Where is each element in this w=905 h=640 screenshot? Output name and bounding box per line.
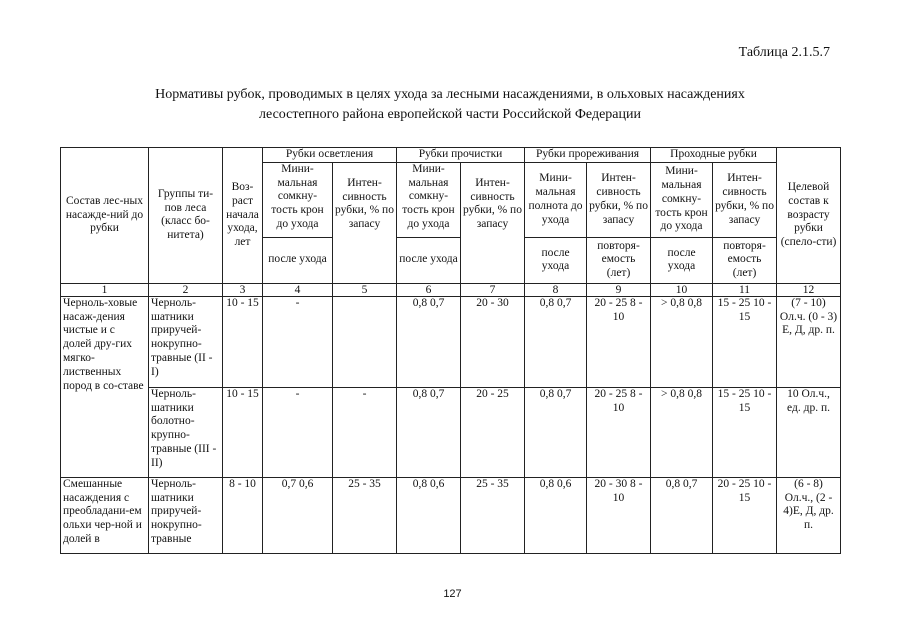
header-col9-intensivnost: Интен-сивность рубки, % по запасу [587,162,651,237]
table-row [61,296,841,387]
cell-c7: 20 - 25 [461,387,525,477]
table-row [61,387,841,477]
column-numbers-row [61,283,841,296]
cell-c9: 20 - 25 8 - 10 [587,296,651,387]
cell-c5 [333,296,397,387]
cell-c6: 0,8 0,7 [397,387,461,477]
col-number: 11 [713,283,777,296]
cell-start-age: 10 - 15 [223,387,263,477]
cell-target-composition: (6 - 8) Ол.ч., (2 - 4)Е, Д, др. п. [777,477,841,553]
col-number: 9 [587,283,651,296]
norms-table [60,147,841,554]
header-group-osvetleniya: Рубки осветления [263,148,397,163]
col-number: 4 [263,283,333,296]
col-number: 6 [397,283,461,296]
header-col4-min-somknutost: Мини-мальная сомкну-тость крон до ухода [263,162,333,237]
cell-start-age: 10 - 15 [223,296,263,387]
cell-c11: 20 - 25 10 - 15 [713,477,777,553]
cell-start-age: 8 - 10 [223,477,263,553]
cell-c7: 25 - 35 [461,477,525,553]
table-row [61,477,841,553]
cell-c10: > 0,8 0,8 [651,296,713,387]
header-col11-povtor: повторя-емость (лет) [713,237,777,283]
cell-c6: 0,8 0,7 [397,296,461,387]
cell-c7: 20 - 30 [461,296,525,387]
cell-c10: 0,8 0,7 [651,477,713,553]
header-col2: Группы ти-пов леса (класс бо-нитета) [149,148,223,284]
header-group-prohodnye: Проходные рубки [651,148,777,163]
col-number: 8 [525,283,587,296]
col-number: 1 [61,283,149,296]
header-group-prorezhivaniya: Рубки прореживания [525,148,651,163]
cell-c8: 0,8 0,7 [525,387,587,477]
col-number: 2 [149,283,223,296]
cell-c4: - [263,296,333,387]
cell-target-composition: 10 Ол.ч., ед. др. п. [777,387,841,477]
header-col6-min-somknutost: Мини-мальная сомкну-тость крон до ухода [397,162,461,237]
cell-forest-type: Черноль-шатники приручей-нокрупно-травные [149,477,223,553]
cell-c9: 20 - 30 8 - 10 [587,477,651,553]
cell-c8: 0,8 0,7 [525,296,587,387]
cell-c4: 0,7 0,6 [263,477,333,553]
header-col9-povtor: повторя-емость (лет) [587,237,651,283]
col-number: 5 [333,283,397,296]
cell-c5: - [333,387,397,477]
col-number: 12 [777,283,841,296]
header-col4-posle: после ухода [263,237,333,283]
header-group-prochistki: Рубки прочистки [397,148,525,163]
cell-forest-type: Черноль-шатники приручей-нокрупно-травные (II - I) [149,296,223,387]
table-number: Таблица 2.1.5.7 [738,45,830,60]
title-line-1: Нормативы рубок, проводимых в целях ухода за лесными насаждениями, в ольховых насаждениях [155,87,745,102]
cell-c6: 0,8 0,6 [397,477,461,553]
title-line-2: лесостепного района европейской части Российской Федерации [259,107,641,122]
header-row-groups [61,148,841,163]
cell-forest-type: Черноль-шатники болотно-крупно-травные (III - II) [149,387,223,477]
cell-stand-composition: Черноль-ховые насаж-дения чистые и с долей дру-гих мягко-лиственных пород в со-ставе [61,296,149,477]
header-col6-posle: после ухода [397,237,461,283]
col-number: 10 [651,283,713,296]
header-col11-intensivnost: Интен-сивность рубки, % по запасу [713,162,777,237]
page-number: 127 [443,588,462,600]
col-number: 7 [461,283,525,296]
cell-c11: 15 - 25 10 - 15 [713,296,777,387]
header-col5-intensivnost: Интен-сивность рубки, % по запасу [333,162,397,283]
header-col8-min-polnota: Мини-мальная полнота до ухода [525,162,587,237]
table-title [60,85,840,125]
cell-c11: 15 - 25 10 - 15 [713,387,777,477]
header-col1: Состав лес-ных насажде-ний до рубки [61,148,149,284]
header-col12: Целевой состав к возрасту рубки (спело-сти) [777,148,841,284]
cell-c10: > 0,8 0,8 [651,387,713,477]
header-col10-posle: после ухода [651,237,713,283]
header-col8-posle: после ухода [525,237,587,283]
cell-c4: - [263,387,333,477]
cell-target-composition: (7 - 10) Ол.ч. (0 - 3) Е, Д, др. п. [777,296,841,387]
header-col7-intensivnost: Интен-сивность рубки, % по запасу [461,162,525,283]
col-number: 3 [223,283,263,296]
header-col10-min-polnota: Мини-мальная сомкну-тость крон до ухода [651,162,713,237]
header-col3: Воз-раст начала ухода, лет [223,148,263,284]
cell-c5: 25 - 35 [333,477,397,553]
cell-c9: 20 - 25 8 - 10 [587,387,651,477]
cell-stand-composition: Смешанные насаждения с преобладани-ем ольхи чер-ной и долей в [61,477,149,553]
cell-c8: 0,8 0,6 [525,477,587,553]
